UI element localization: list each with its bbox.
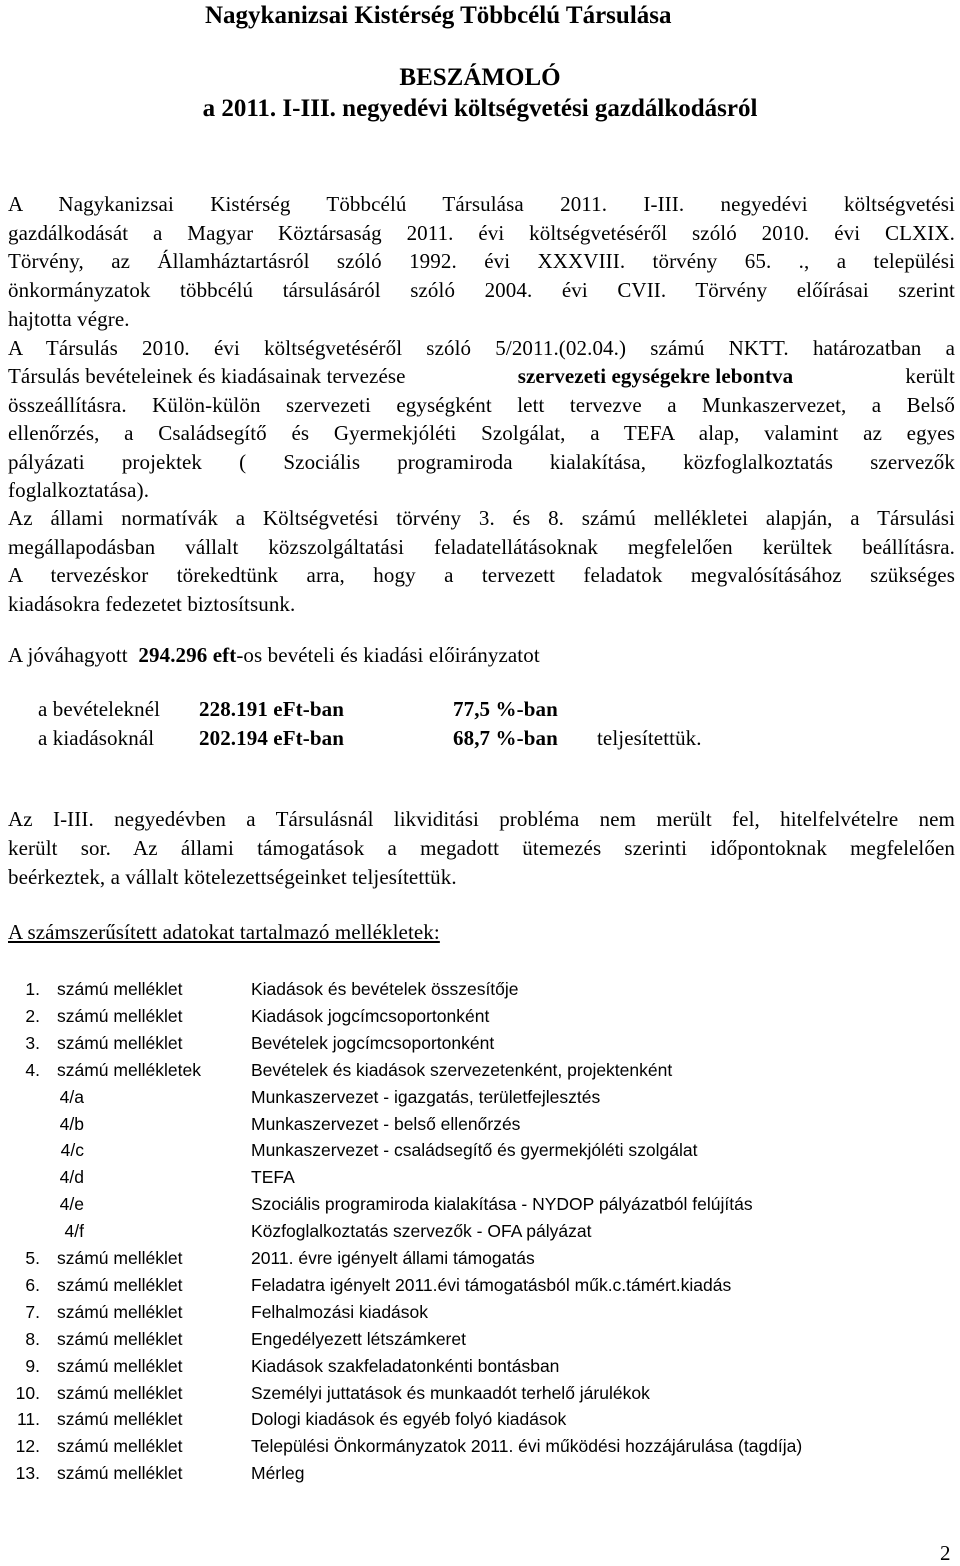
liquidity-line-3: beérkeztek, a vállalt kötelezettségeinket teljesítettük. bbox=[8, 865, 457, 889]
intro-line-14: A tervezéskor törekedtünk arra, hogy a tervezett feladatok megvalósításához szükséges bbox=[8, 563, 955, 587]
annex-item bbox=[0, 1194, 960, 1220]
annex-item bbox=[0, 1302, 960, 1328]
report-subtitle: a 2011. I-III. negyedévi költségvetési gazdálkodásról bbox=[202, 95, 758, 122]
intro-line-7-emphasis: szervezeti egységekre lebontva bbox=[517, 364, 794, 388]
liquidity-line-2: került sor. Az állami támogatások a megadott ütemezés szerinti időpontoknak megfelelően bbox=[8, 836, 955, 860]
annex-number: 9. bbox=[25, 1355, 40, 1376]
annex-number: 6. bbox=[25, 1274, 40, 1295]
annex-label: számú melléklet bbox=[57, 1382, 183, 1403]
annex-label: számú melléklet bbox=[57, 1328, 183, 1349]
intro-line-6: A Társulás 2010. évi költségvetéséről szóló 5/2011.(02.04.) számú NKTT. határozatban a bbox=[8, 336, 955, 360]
intro-line-8: összeállításra. Külön-külön szervezeti egységként lett tervezve a Munkaszervezet, a Belső bbox=[8, 393, 955, 417]
intro-line-10: pályázati projektek ( Szociális programiroda kialakítása, közfoglalkoztatás szervezők bbox=[8, 450, 955, 474]
expense-label: a kiadásoknál bbox=[38, 726, 155, 750]
annex-label: számú melléklet bbox=[57, 1463, 183, 1484]
annex-number: 7. bbox=[25, 1301, 40, 1322]
annex-item bbox=[0, 1329, 960, 1355]
intro-line-9: ellenőrzés, a Családsegítő és Gyermekjóléti Szolgálat, a TEFA alap, valamint az egyes bbox=[8, 421, 955, 445]
intro-line-7 bbox=[8, 364, 955, 389]
annex-number: 1. bbox=[25, 979, 40, 999]
annex-number: 4. bbox=[25, 1059, 40, 1080]
annex-heading: A számszerűsített adatokat tartalmazó mellékletek: bbox=[8, 920, 440, 944]
annex-label: számú melléklet bbox=[57, 1436, 183, 1457]
annex-item bbox=[0, 1221, 960, 1247]
intro-line-4: önkormányzatok többcélú társulásáról szóló 2004. évi CVII. Törvény előírásai szerint bbox=[8, 278, 955, 302]
intro-line-1: A Nagykanizsai Kistérség Többcélú Társulása 2011. I-III. negyedévi költségvetési bbox=[8, 192, 955, 216]
annex-item bbox=[0, 1383, 960, 1409]
annex-description: 2011. évre igényelt állami támogatás bbox=[251, 1248, 535, 1268]
annex-number: 11. bbox=[16, 1409, 40, 1430]
annex-number: 8. bbox=[25, 1328, 40, 1349]
expense-amount: 202.194 eFt-ban bbox=[199, 726, 344, 750]
annex-number: 10. bbox=[15, 1382, 40, 1403]
annex-number: 2. bbox=[25, 1005, 40, 1026]
annex-item bbox=[0, 1275, 960, 1301]
intro-line-7-start: Társulás bevételeinek és kiadásainak tervezése bbox=[8, 364, 406, 388]
page-number: 2 bbox=[940, 1541, 951, 1565]
annex-item bbox=[0, 979, 960, 1005]
annex-item bbox=[0, 1167, 960, 1193]
annex-item bbox=[0, 1356, 960, 1382]
annex-description: Felhalmozási kiadások bbox=[251, 1301, 429, 1322]
annex-number: 4/e bbox=[59, 1194, 84, 1215]
annex-item bbox=[0, 1033, 960, 1059]
intro-line-11: foglalkoztatása). bbox=[8, 478, 150, 502]
annex-number: 4/f bbox=[64, 1221, 84, 1242]
organization-title: Nagykanizsai Kistérség Többcélú Társulása bbox=[205, 2, 672, 29]
annex-description: Kiadások szakfeladatonkénti bontásban bbox=[251, 1355, 560, 1376]
annex-item bbox=[0, 1140, 960, 1166]
revenue-amount: 228.191 eFt-ban bbox=[199, 697, 344, 721]
annex-number: 12. bbox=[15, 1436, 40, 1457]
annex-item bbox=[0, 1409, 960, 1435]
annex-item bbox=[0, 1087, 960, 1113]
annex-number: 13. bbox=[15, 1463, 40, 1484]
annex-label: számú melléklet bbox=[57, 1274, 183, 1295]
annex-description: Mérleg bbox=[251, 1463, 305, 1484]
annex-description: Engedélyezett létszámkeret bbox=[251, 1328, 466, 1349]
annex-item bbox=[0, 1463, 960, 1489]
annex-description: Munkaszervezet - igazgatás, területfejlesztés bbox=[251, 1086, 601, 1107]
intro-line-12: Az állami normatívák a Költségvetési törvény 3. és 8. számú mellékletei alapján, a Társulási bbox=[8, 506, 955, 530]
annex-description: Kiadások jogcímcsoportonként bbox=[251, 1005, 490, 1026]
annex-description: Dologi kiadások és egyéb folyó kiadások bbox=[251, 1409, 567, 1430]
annex-number: 5. bbox=[25, 1248, 40, 1268]
performance-closing: teljesítettük. bbox=[597, 726, 702, 750]
annex-description: Bevételek és kiadások szervezetenként, projektenként bbox=[251, 1059, 673, 1080]
annex-item bbox=[0, 1248, 960, 1274]
intro-line-5: hajtotta végre. bbox=[8, 307, 130, 331]
annex-description: TEFA bbox=[251, 1167, 295, 1188]
annex-number: 3. bbox=[25, 1032, 40, 1053]
annex-description: Kiadások és bevételek összesítője bbox=[251, 979, 519, 999]
intro-line-3: Törvény, az Államháztartásról szóló 1992. évi XXXVIII. törvény 65. ., a települési bbox=[8, 249, 955, 273]
annex-number: 4/a bbox=[59, 1086, 84, 1107]
annex-description: Személyi juttatások és munkaadót terhelő járulékok bbox=[251, 1382, 650, 1403]
annex-description: Szociális programiroda kialakítása - NYDOP pályázatból felújítás bbox=[251, 1194, 753, 1215]
annex-description: Települési Önkormányzatok 2011. évi működési hozzájárulása (tagdíja) bbox=[251, 1436, 803, 1457]
intro-line-15: kiadásokra fedezetet biztosítsunk. bbox=[8, 592, 296, 616]
annex-label: számú mellékletek bbox=[57, 1059, 201, 1080]
annex-label: számú melléklet bbox=[57, 979, 183, 999]
annex-description: Munkaszervezet - családsegítő és gyermekjóléti szolgálat bbox=[251, 1140, 698, 1161]
annex-label: számú melléklet bbox=[57, 1248, 183, 1268]
expense-percent: 68,7 %-ban bbox=[453, 726, 558, 750]
annex-description: Közfoglalkoztatás szervezők - OFA pályázat bbox=[251, 1221, 592, 1242]
annex-label: számú melléklet bbox=[57, 1355, 183, 1376]
approved-suffix: -os bevételi és kiadási előirányzatot bbox=[236, 643, 540, 667]
liquidity-line-1: Az I-III. negyedévben a Társulásnál likviditási probléma nem merült fel, hitelfelvételre nem bbox=[8, 807, 955, 831]
annex-description: Munkaszervezet - belső ellenőrzés bbox=[251, 1113, 521, 1134]
annex-label: számú melléklet bbox=[57, 1301, 183, 1322]
approved-prefix: A jóváhagyott bbox=[8, 643, 128, 667]
annex-number: 4/c bbox=[60, 1140, 84, 1161]
approved-line bbox=[8, 643, 540, 668]
annex-description: Bevételek jogcímcsoportonként bbox=[251, 1032, 495, 1053]
annex-number: 4/b bbox=[59, 1113, 84, 1134]
report-title: BESZÁMOLÓ bbox=[399, 64, 561, 91]
intro-line-13: megállapodásban vállalt közszolgáltatási feladatellátásoknak megfelelően kerültek beállításra. bbox=[8, 535, 955, 559]
revenue-percent: 77,5 %-ban bbox=[453, 697, 558, 721]
annex-number: 4/d bbox=[59, 1167, 84, 1188]
annex-label: számú melléklet bbox=[57, 1005, 183, 1026]
annex-item bbox=[0, 1436, 960, 1462]
approved-amount: 294.296 eft bbox=[138, 643, 237, 667]
annex-item bbox=[0, 1060, 960, 1086]
annex-description: Feladatra igényelt 2011.évi támogatásból műk.c.támért.kiadás bbox=[251, 1274, 732, 1295]
annex-item bbox=[0, 1114, 960, 1140]
intro-line-7-end: került bbox=[905, 364, 955, 388]
intro-line-2: gazdálkodását a Magyar Köztársaság 2011. évi költségvetéséről szóló 2010. évi CLXIX. bbox=[8, 221, 955, 245]
revenue-label: a bevételeknél bbox=[38, 697, 161, 721]
annex-label: számú melléklet bbox=[57, 1032, 183, 1053]
annex-item bbox=[0, 1006, 960, 1032]
annex-label: számú melléklet bbox=[57, 1409, 183, 1430]
